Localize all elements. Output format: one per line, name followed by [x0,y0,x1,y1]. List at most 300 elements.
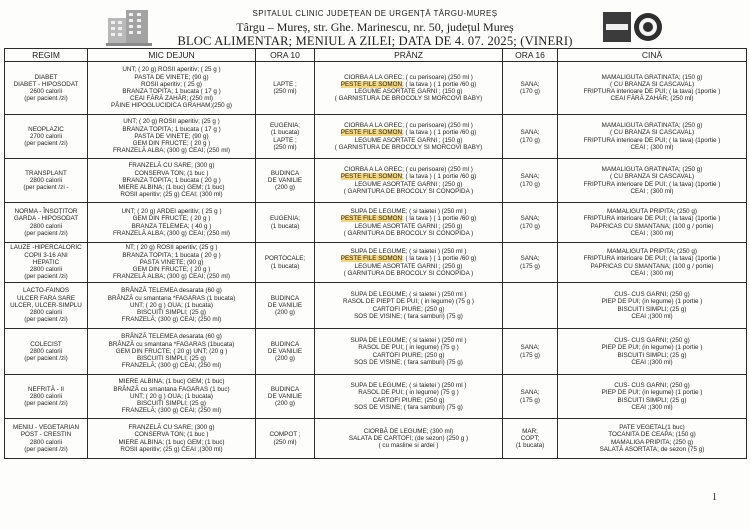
breakfast-line: BRÂNZĂ cu smantana *FAGARAS (1bucata) [108,340,235,348]
lunch-cell [315,419,503,459]
lunch-cell [315,329,503,375]
dish-text: ( GARNISTURA DE BROCOLY SI MORCOVI BABY) [334,95,483,103]
diet-regime-cell [5,375,88,419]
snack-10-line: DE VANILIE [267,392,303,400]
breakfast-line: CEAI FĂRĂ ZAHĂR; (250 ml) [130,95,213,103]
diet-regime-cell [5,419,88,459]
dish-text: LEGUME ASORTATE GARNI ; (150 g) [354,88,463,95]
column-header: REGIM [5,49,88,62]
snack-16-cell [503,62,558,115]
snack-10-line: DE VANILIE [267,347,303,355]
lunch-line [316,230,501,237]
diet-regime-line: GARDA - HIPOSODAT [13,215,79,223]
lunch-line [316,208,501,215]
dinner-line: PAPRICAS CU SMANTANA; (100 g / portie) [590,222,714,230]
snack-16-line: SANA; [520,129,540,137]
dish-text: LEGUME ASORTATE GARNI ; (150 g) [354,136,463,144]
snack-10-cell [256,62,315,115]
dinner-line: TOCANITA DE CEAPA; (150 g) [608,431,696,439]
snack-16-line: SANA; [520,344,540,352]
dish-text: ( GARNITURA DE BROCOLY SI CONOPIDA ) [343,229,474,237]
snack-10-cell [256,329,315,375]
breakfast-cell [88,419,256,459]
dinner-line: FRIPTURA interioare DE PUI; ( la tava) (1portie ) [583,136,721,144]
lunch-cell [315,115,503,159]
lunch-line [316,144,501,151]
dinner-line: ( CU BRANZA SI CASCAVAL) [609,80,695,88]
table-header-row [5,49,747,62]
snack-16-cell [503,243,558,283]
dinner-line: SALATĂ ASORTATA; de sezon (75 g) [599,445,705,453]
breakfast-line: FRANZELĂ ALBA; (300 g) CEAI; (250 ml) [113,273,230,281]
diet-regime-line: HEPATIC [32,258,60,266]
dinner-cell [558,62,747,115]
breakfast-line: FRANZELĂ; (300 g) CEAI; (250 ml) [121,407,222,415]
breakfast-line: PASTA DE VINETE; (90 g) [134,132,209,140]
snack-16-cell [503,115,558,159]
breakfast-line: BRANZA TOPITA; 1 bucata ( 17 g ) [122,125,221,133]
dinner-cell [558,243,747,283]
table-row [5,62,747,115]
dinner-cell [558,375,747,419]
dish-text: CARTOFI PIURE; (250 g) [372,351,445,359]
dish-text: CIORBĂ DE LEGUME; (300 ml) [363,427,454,435]
lunch-line [316,435,501,442]
lunch-line [316,173,501,180]
dish-text: RASOL DE PUI; ( in legume) (75 g ) [358,344,459,352]
snack-16-line: (175 g) [520,351,540,359]
column-header: ORA 10 [256,49,315,62]
diet-regime-cell [5,203,88,243]
lunch-line [316,389,501,396]
diet-regime-line: 2800 calorii [29,347,63,355]
dinner-line: CEAI FĂRĂ ZAHĂR; (250 ml) [610,95,694,103]
dinner-line: FRIPTURA interioare DE PUI; ( la tava) (1portie ) [583,180,721,188]
diet-regime-line: TRANSPLANT [25,169,67,177]
snack-10-line: BUDINCA [270,294,300,302]
diet-regime-cell [5,329,88,375]
snack-10-line: BUDINCA [270,385,300,393]
breakfast-line: BISCUITI SIMPLI; (25 g) [137,355,206,363]
diet-regime-line: 2800 calorii [29,266,63,274]
page-number: 1 [712,492,717,503]
diet-regime-line: NORMA - ÎNSOȚITOR [14,208,78,216]
breakfast-line: UNT; ( 20 g) ARDEI aperitiv; ( 25 g ) [121,208,222,216]
column-header: MIC DEJUN [88,49,256,62]
lunch-cell [315,283,503,329]
breakfast-line: ROSII aperitiv; ( 25 g) [141,80,202,88]
diet-regime-line: (per pacient /zi) [24,355,68,363]
highlighted-dish: PESTE FILE SOMON [340,129,403,137]
lunch-line [316,344,501,351]
breakfast-line: GEM DIN FRUCTE; ( 20 g ) [132,266,211,274]
lunch-cell [315,243,503,283]
breakfast-line: UNT; ( 20 g ) OUA; (1 bucata) [130,301,213,309]
breakfast-line: BISCUITI SIMPLI; (25 g) [137,400,206,408]
lunch-line [316,404,501,411]
breakfast-line: BRÂNZĂ cu smantana *FAGARAS (1 bucata) [107,294,236,302]
hospital-address: Târgu – Mureș, str. Ghe. Marinescu, nr. 50, județul Mureș [236,20,514,34]
dish-text: CARTOFI PIURE; (250 g) [372,305,445,313]
snack-16-line: (1 bucata) [515,442,545,450]
snack-10-line: (250 ml) [273,143,297,151]
lunch-line [316,352,501,359]
column-header: ORA 16 [503,49,558,62]
snack-10-line: (200 g) [275,184,295,192]
snack-16-cell [503,283,558,329]
diet-regime-line: ULCER, ULCER-SIMPLU [10,301,82,309]
snack-16-line: SANA; [520,215,540,223]
dish-text: CIORBA A LA GREC; ( cu perisoare) (250 ml ) [344,166,473,174]
breakfast-line: MIERE ALBINA; (1 buc) GEM; (1 buc) [118,438,225,446]
dish-text: SUPA DE LEGUME; ( si taietei ) (250 ml ) [350,208,467,216]
snack-16-line: SANA; [520,255,540,263]
column-header: PRÂNZ [315,49,503,62]
diet-regime-line: (per pacient /zi) [24,316,68,324]
lunch-line [316,81,501,88]
dish-text: SUPA DE LEGUME; ( si taietei ) (250 ml ) [350,337,467,345]
snack-10-line: DE VANILIE [267,176,303,184]
daily-menu-table [4,48,747,459]
dinner-line: PIEP DE PUI; (in legume) (1 portie ) [601,298,703,306]
snack-16-cell [503,159,558,203]
snack-10-line: COMPOT ; [269,431,301,439]
breakfast-line: FRANZELĂ; (300 g) CEAI; (250 ml) [121,362,222,370]
diet-regime-line: (per pacient /zi) [24,273,68,281]
lunch-line [316,223,501,230]
dish-text: ; ( la tava ) ( 1 portie /60 g) [402,215,477,223]
dinner-cell [558,159,747,203]
breakfast-line: PASTA DE VINETE; (90 g) [134,73,209,81]
diet-regime-cell [5,115,88,159]
table-row [5,283,747,329]
breakfast-line: BRANZA TOPITA; 1 bucata ( 20 g ) [122,251,221,259]
table-row [5,159,747,203]
snack-10-line: (1 bucata) [270,129,300,137]
lunch-line [316,122,501,129]
dinner-line: CUS- CUS GARNI; (250 g) [614,337,690,345]
breakfast-line: MIERE ALBINA; (1 buc) GEM; (1 buc) [118,184,225,192]
snack-16-line: (170 g) [520,88,540,95]
breakfast-line: CONSERVA TON; (1 buc ) [134,169,209,177]
diet-regime-line: (per pacient /zi - [23,184,69,192]
breakfast-line: FRANZELĂ; (300 g) CEAI; (250 ml) [121,316,222,324]
dish-text: LEGUME ASORTATE GARNI ; (250 g) [354,180,463,188]
lunch-line [316,95,501,102]
dinner-line: ( CU BRANZA SI CASCAVAL) [609,173,695,181]
snack-16-line: SANA; [520,80,540,88]
snack-10-cell [256,243,315,283]
breakfast-line: BRÂNZĂ TELEMEA desarata (60 g) [121,287,222,295]
snack-10-line: LAPTE ; [273,80,297,88]
breakfast-line: FRANZELĂ ALBA; (300 g) CEAI; (250 ml) [113,147,230,155]
dinner-line: PAPRICAS CU SMANTANA; (100 g / portie) [590,262,714,270]
dinner-line: CEAI ; (300 ml) [630,229,674,237]
diet-regime-line: 2800 calorii [29,222,63,230]
snack-16-line: COPT; [520,434,540,442]
diet-regime-line: POST - CRESTIN [20,431,72,439]
diet-regime-line: 2800 calorii [29,176,63,184]
dinner-line: BISCUITI SIMPLI; (25 g) [617,396,687,404]
diet-regime-line: NEFRITĂ - II [27,385,65,393]
dinner-line: FRIPTURA interioare DE PUI; ( la tava) (1portie ) [583,88,721,95]
lunch-line [316,291,501,298]
hospital-name: SPITALUL CLINIC JUDEȚEAN DE URGENȚĂ TÂRGU-MUREȘ [252,9,498,18]
dinner-cell [558,419,747,459]
diet-regime-line: NEOPLAZIC [28,125,64,133]
diet-regime-line: (per pacient /zi) [24,140,68,148]
breakfast-line: BRÂNZĂ cu smantana FAGARAS (1 buc) [113,385,230,393]
breakfast-line: BRÂNZĂ TELEMEA desarata (60 g) [121,333,222,341]
diet-regime-line: DIABET - HIPOSODAT [13,80,79,88]
snack-10-line: (200 g) [275,355,295,363]
snack-16-line: MAR; [522,427,538,435]
lunch-line [316,270,501,277]
lunch-line [316,215,501,222]
dish-text: RASOL DE PUI; ( in legume) (75 g ) [358,389,459,397]
snack-10-line: (1 bucata) [270,222,300,230]
snack-10-line: BUDINCA [270,340,300,348]
dish-text: ( GARNITURA DE BROCOLY SI CONOPIDA ) [343,187,474,195]
diet-regime-cell [5,62,88,115]
snack-16-cell [503,329,558,375]
diet-regime-line: (per pacient /zi) [24,229,68,237]
diet-regime-cell [5,159,88,203]
breakfast-line: BRANZA TOPITA; 1 bucata ( 20 g ) [122,176,221,184]
diet-regime-line: (per pacient /zi) [24,445,68,453]
dinner-cell [558,329,747,375]
dish-text: LEGUME ASORTATE GARNI ; (250 g) [354,222,463,230]
breakfast-cell [88,375,256,419]
lunch-cell [315,203,503,243]
dinner-cell [558,115,747,159]
dinner-line: MAMALIGUTA GRATINATA; (150 g) [601,73,703,81]
breakfast-line: FRANZELĂ CU SARE; (300 g) [128,424,215,432]
diet-regime-line: LACTO-FAINOS [22,287,70,295]
lunch-line [316,337,501,344]
snack-10-line: (250 ml) [273,438,297,446]
dish-text: SUPA DE LEGUME; ( si taietei ) (250 ml ) [350,382,467,390]
breakfast-line: BRANZA TOPITA; 1 bucata ( 17 g ) [122,88,221,95]
dish-text: CARTOFI PIURE; (250 g) [372,396,445,404]
dinner-line: CEAI ; (300 ml) [630,269,674,277]
breakfast-line: PÂINE HIPOGLUCIDICA GRAHAM;(250 g) [110,102,233,110]
diet-regime-line: LAUZE -HIPERCALORIC [10,244,82,252]
snack-10-cell [256,203,315,243]
lunch-line [316,137,501,144]
lunch-line [316,428,501,435]
dinner-line: CEAI ;(300 ml) [631,358,673,366]
snack-10-line: (250 ml) [273,88,297,95]
dinner-line: CEAI ;(300 ml) [631,403,673,411]
breakfast-cell [88,115,256,159]
diet-regime-line: 2800 calorii [29,392,63,400]
dish-text: RASOL DE PIEPT DE PUI; ( in legume) (75 g ) [343,298,474,306]
dinner-line: PATE VEGETAL(1 buc) [619,424,685,432]
diet-regime-line: 2800 calorii [29,438,63,446]
breakfast-line: UNT; ( 20 g) ROSII aperitiv; (25 g ) [123,118,220,126]
dish-text: ( cu masline si ardei ) [378,442,439,450]
breakfast-line: GEM DIN FRUCTE; ( 20 g ) [132,140,211,148]
breakfast-line: CONSERVA TON; (1 buc ) [134,431,209,439]
snack-10-line: (200 g) [275,400,295,408]
highlighted-dish: PESTE FILE SOMON [340,215,403,223]
table-row [5,203,747,243]
snack-10-line: (1 bucata) [270,262,300,270]
diet-regime-line: 2600 calorii [29,88,63,95]
table-row [5,375,747,419]
snack-10-cell [256,115,315,159]
breakfast-line: ROSII aperitiv; (25 g) CEAI; (300 ml) [120,191,223,199]
snack-16-line: SANA; [520,389,540,397]
dinner-line: MAMALIGA PRIPITA; (250 g) [610,438,694,446]
lunch-line [316,248,501,255]
diet-regime-line: COLECIST [30,340,62,348]
dinner-line: MAMALIGUTA GRATINATA; (250 g) [601,166,703,174]
lunch-line [316,188,501,195]
lunch-cell [315,375,503,419]
dish-text: SALATA DE CARTOFI; (de sezon) (250 g ) [348,434,469,442]
lunch-line [316,397,501,404]
diet-regime-line: MENIU - VEGETARIAN [12,424,79,432]
dish-text: CIORBA A LA GREC; ( cu perisoare) (250 ml ) [344,73,473,81]
dinner-line: BISCUITI SIMPLI; (25 g) [617,351,687,359]
snack-16-line: (170 g) [520,180,540,188]
diet-regime-cell [5,283,88,329]
dish-text: LEGUME ASORTATE GARNI ; (250 g) [354,262,463,270]
snack-16-cell [503,375,558,419]
highlighted-dish: PESTE FILE SOMON [340,80,403,88]
dinner-line: MAMALIGUTA GRATINATA; (250 g) [601,122,703,130]
dish-text: CIORBA A LA GREC; ( cu perisoare) (250 ml ) [344,122,473,130]
snack-10-line: (200 g) [275,309,295,317]
dinner-line: MAMALIGUTA PRIPITA; (250 g) [606,208,698,216]
breakfast-line: NT; ( 20 g) ROSII aperitiv; (25 g ) [125,244,218,252]
dinner-line: MAMALIGUTA PRIPITA; (250 g) [606,248,698,256]
snack-10-cell [256,375,315,419]
breakfast-cell [88,283,256,329]
dish-text: ; ( la tava ) ( 1 portie /60 g) [402,80,477,88]
lunch-line [316,442,501,449]
lunch-line [316,263,501,270]
breakfast-line: BRANZA TELEMEA; ( 40 g ) [131,222,212,230]
document-title: BLOC ALIMENTAR; MENIUL A ZILEI; DATA DE 4. 07. 2025; (VINERI) [177,34,573,48]
dish-text: ; ( la tava ) ( 1 portie /60 g) [402,129,477,137]
breakfast-line: ROSII aperitiv; (25 g) CEAI ;(300 ml) [120,445,223,453]
dinner-line: FRIPTURA interioare DE PUI; ( la tava) (1portie ) [583,215,721,223]
lunch-cell [315,159,503,203]
snack-16-line: (170 g) [520,222,540,230]
dinner-cell [558,203,747,243]
snack-10-line: EUGENIA; [269,122,301,130]
table-row [5,419,747,459]
snack-10-cell [256,159,315,203]
dinner-line: BISCUITI SIMPLI; (25 g) [617,305,687,313]
diet-regime-cell [5,243,88,283]
lunch-line [316,298,501,305]
breakfast-cell [88,329,256,375]
dish-text: ( GARNISTURA DE BROCOLY SI MORCOVI BABY) [334,143,483,151]
dish-text: SOS DE VISINE; ( fara samburi) (75 g) [354,358,463,366]
dish-text: SOS DE VISINE; ( fara samburi) (75 g) [354,403,463,411]
lunch-line [316,129,501,136]
table-row [5,243,747,283]
snack-10-line: BUDINCA [270,169,300,177]
breakfast-line: PASTA VINETE; (90 g) [139,258,204,266]
snack-16-cell [503,419,558,459]
breakfast-line: MIERE ALBINA; (1 buc) GEM; (1 buc) [118,378,225,386]
table-row [5,329,747,375]
diet-regime-line: DIABET [34,73,58,81]
snack-16-line: (175 g) [520,396,540,404]
lunch-line [316,306,501,313]
column-header: CINĂ [558,49,747,62]
breakfast-line: BISCUITI SIMPLI; (25 g) [137,309,206,317]
diet-regime-line: COPII 3-16 ANI [24,251,68,259]
breakfast-line: FRANZELĂ CU SARE; (300 g) [128,162,215,170]
lunch-line [316,88,501,95]
breakfast-line: UNT; ( 20 g ) OUA; (1 bucata) [130,392,213,400]
highlighted-dish: PESTE FILE SOMON [340,173,403,181]
breakfast-line: GEM DIN FRUCTE; ( 20 g) UNT; (20 g ) [115,347,228,355]
breakfast-cell [88,62,256,115]
snack-16-line: (175 g) [520,262,540,270]
dinner-line: CEAI ;(300 ml) [631,312,673,320]
dinner-line: ( CU BRANZA SI CASCAVAL) [609,129,695,137]
dinner-line: PIEP DE PUI; (in legume) (1 portie ) [601,389,703,397]
snack-10-line: DE VANILIE [267,301,303,309]
snack-16-line: (170 g) [520,136,540,144]
lunch-cell [315,62,503,115]
diet-regime-line: (per pacient /zi) [24,400,68,408]
dish-text: SUPA DE LEGUME; ( si taietei ) (250 ml ) [350,248,467,256]
dish-text: SOS DE VISINE; ( fara samburi) (75 g) [354,312,463,320]
lunch-line [316,382,501,389]
dinner-line: CEAI ; (300 ml) [630,143,674,151]
highlighted-dish: PESTE FILE SOMON [340,255,403,263]
breakfast-cell [88,159,256,203]
dinner-line: FRIPTURA interioare DE PUI; ( la tava) (1portie ) [583,255,721,263]
breakfast-cell [88,243,256,283]
table-row [5,115,747,159]
dinner-line: CEAI ; (300 ml) [630,187,674,195]
snack-16-line: SANA; [520,173,540,181]
diet-regime-line: 2700 calorii [29,132,63,140]
lunch-line [316,255,501,262]
lunch-line [316,359,501,366]
lunch-line [316,313,501,320]
dish-text: ; ( la tava ) ( 1 portie /60 g) [402,173,477,181]
dish-text: ( GARNITURA DE BROCOLY SI CONOPIDA ) [343,269,474,277]
dish-text: SUPA DE LEGUME; ( si taietei ) (250 ml ) [350,291,467,299]
breakfast-line: GEM DIN FRUCTE; ( 20 g ) [132,215,211,223]
snack-10-cell [256,419,315,459]
dinner-cell [558,283,747,329]
diet-regime-line: ULCER FARA SARE [16,294,76,302]
snack-10-line: EUGENIA; [269,215,301,223]
dinner-line: CUS- CUS GARNI; (250 g) [614,382,690,390]
breakfast-line: FRANZELĂ ALBA; (300 g) CEAI; (250 ml) [113,229,230,237]
snack-10-cell [256,283,315,329]
breakfast-cell [88,203,256,243]
lunch-line [316,181,501,188]
diet-regime-line: 2800 calorii [29,309,63,317]
dinner-line: PIEP DE PUI; (in legume) (1 portie ) [601,344,703,352]
dish-text: ; ( la tava ) ( 1 portie /60 g) [402,255,477,263]
lunch-line [316,166,501,173]
snack-10-line: PORTOCALE; [264,255,306,263]
snack-10-line: LAPTE ; [273,136,297,144]
